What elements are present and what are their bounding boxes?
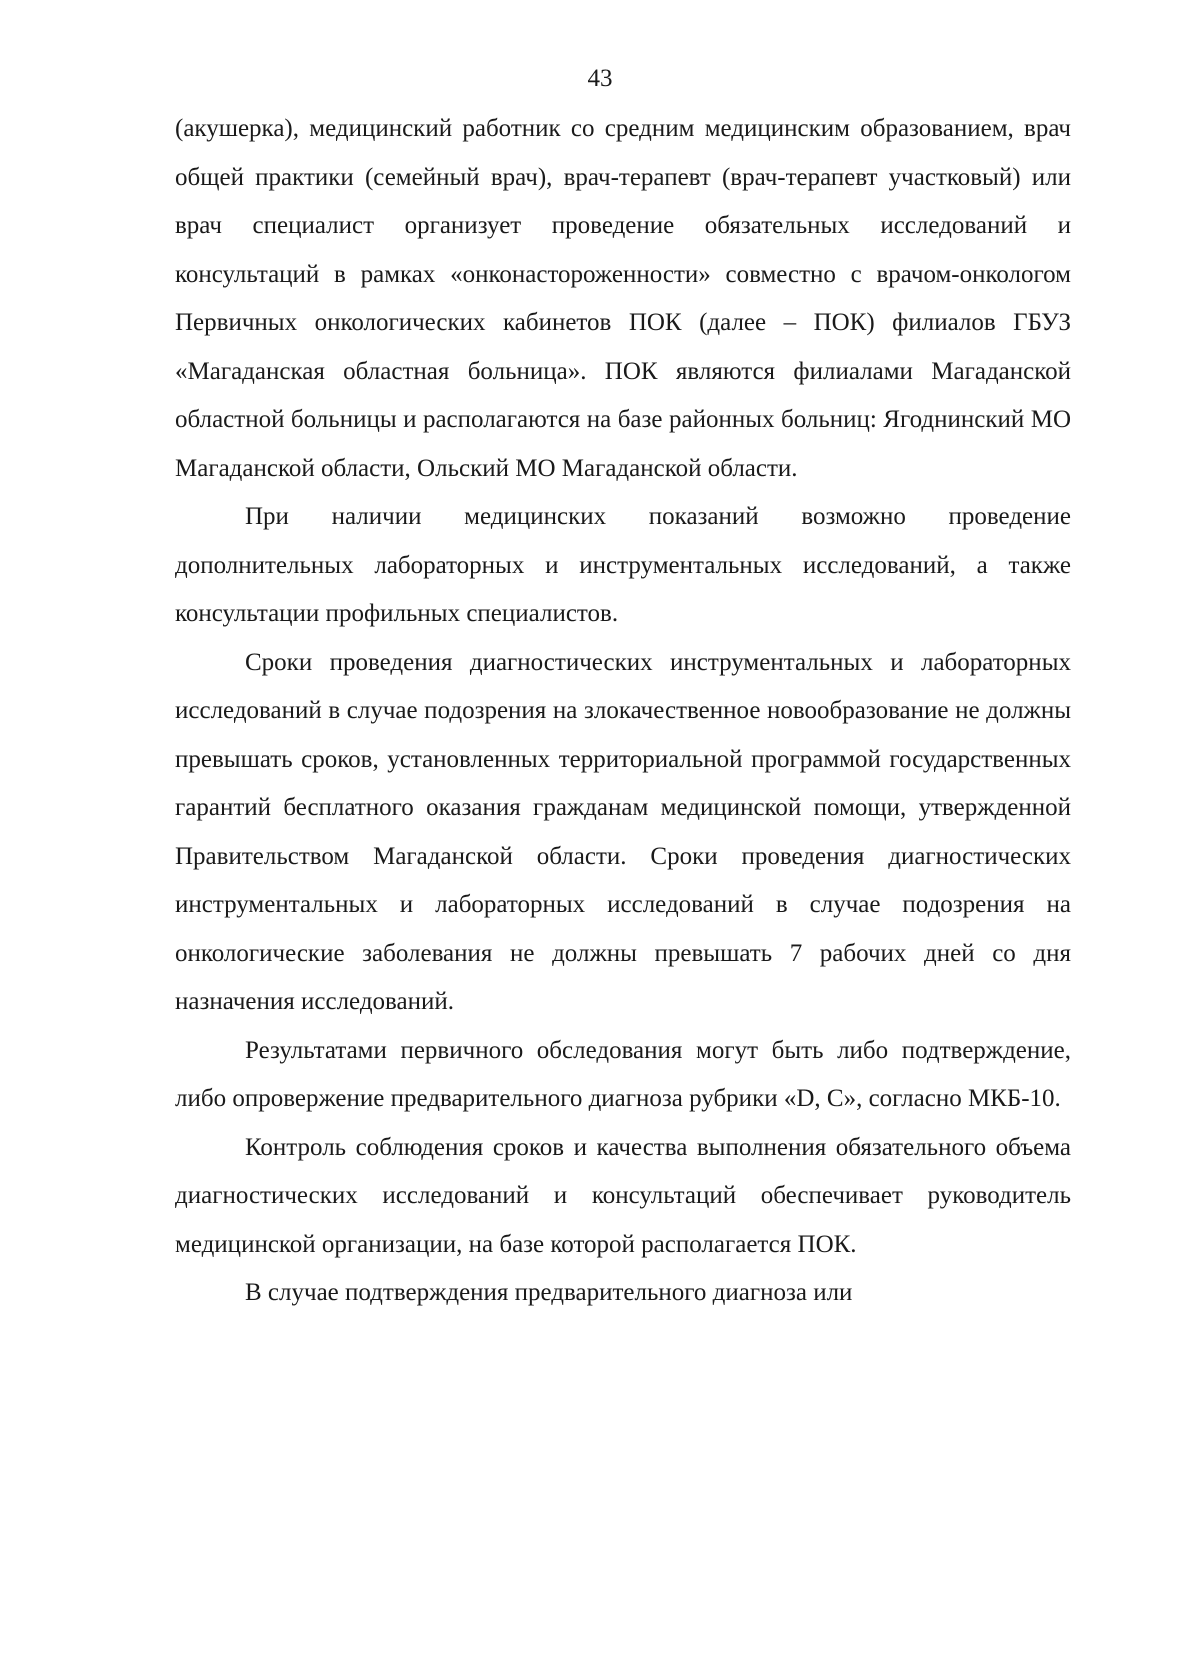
paragraph-diagnostic-deadlines: Сроки проведения диагностических инструментальных и лабораторных исследований в случае подозрения на злокачественное новообразование не должны превышать сроков, установленных территориальной программой государственных гарантий бесплатного оказания гражданам медицинской помощи, утвержденной Правительством Магаданской области. Сроки проведения диагностических инструментальных и лабораторных исследований в случае подозрения на онкологические заболевания не должны превышать 7 рабочих дней со дня назначения исследований. bbox=[175, 648, 1071, 1015]
paragraph-diagnosis-confirmation: В случае подтверждения предварительного диагноза или bbox=[245, 1279, 853, 1306]
page-number: 43 bbox=[587, 65, 613, 92]
paragraph-continuation: (акушерка), медицинский работник со средним медицинским образованием, врач общей практики (семейный врач), врач-терапевт (врач-терапевт участковый) или врач специалист организует проведение обязательных исследований и консультаций в рамках «онконастороженности» совместно с врачом-онкологом Первичных онкологических кабинетов ПОК (далее – ПОК) филиалов ГБУЗ «Магаданская областная больница». ПОК являются филиалами Магаданской областной больницы и располагаются на базе районных больниц: Ягоднинский МО Магаданской области, Ольский МО Магаданской области. bbox=[175, 115, 1071, 482]
document-body bbox=[175, 105, 1071, 1318]
paragraph-examination-results: Результатами первичного обследования могут быть либо подтверждение, либо опровержение предварительного диагноза рубрики «D, C», согласно МКБ-10. bbox=[175, 1036, 1071, 1112]
paragraph-additional-studies: При наличии медицинских показаний возможно проведение дополнительных лабораторных и инструментальных исследований, а также консультации профильных специалистов. bbox=[175, 503, 1071, 627]
paragraph-quality-control: Контроль соблюдения сроков и качества выполнения обязательного объема диагностических исследований и консультаций обеспечивает руководитель медицинской организации, на базе которой располагается ПОК. bbox=[175, 1133, 1071, 1258]
